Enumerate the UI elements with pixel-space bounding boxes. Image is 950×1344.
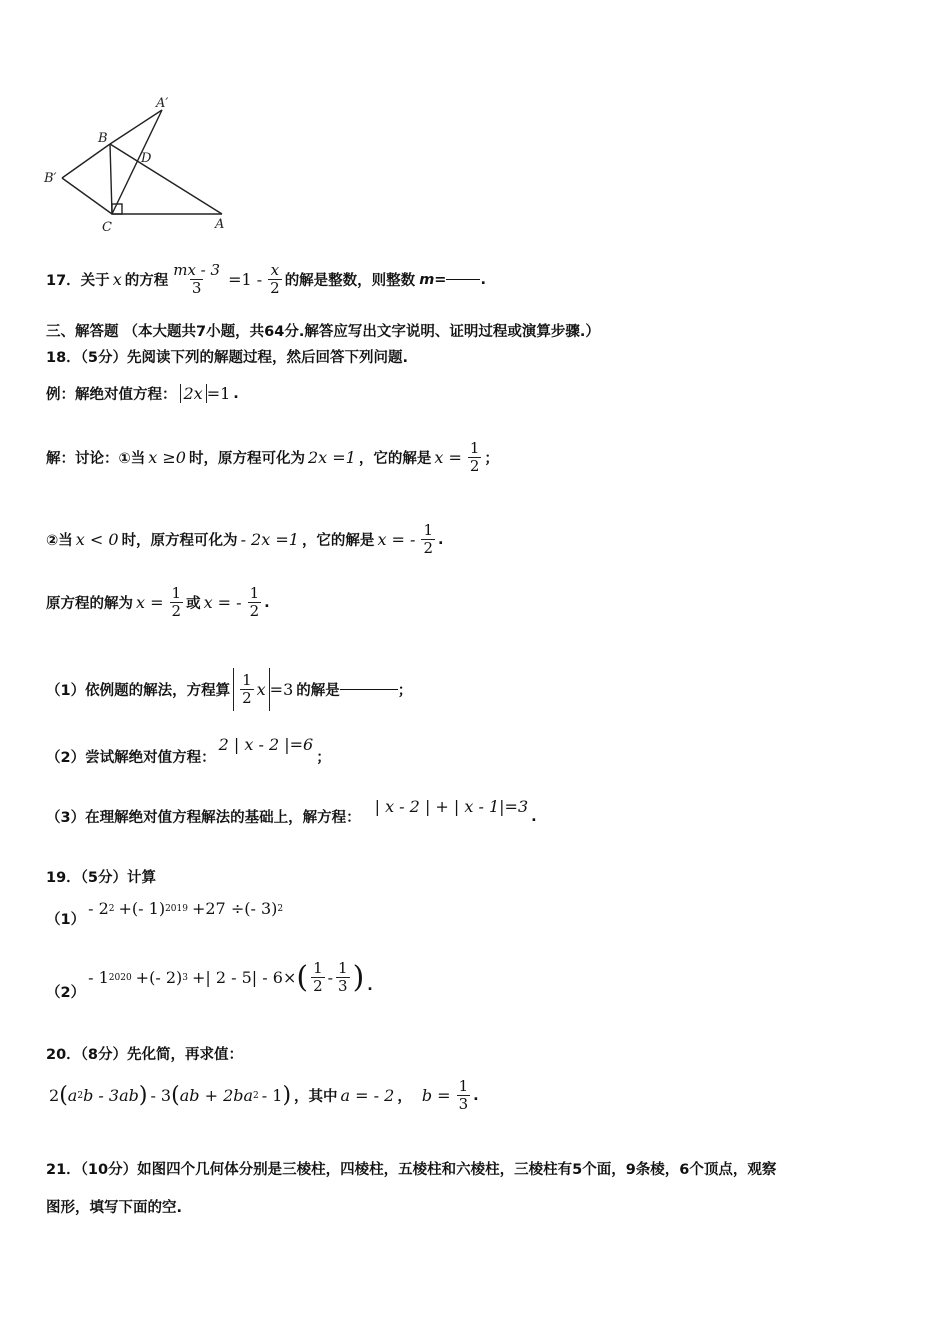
fraction: $\frac{x}{2}$ xyxy=(270,261,280,297)
question-18-part-2: （2）尝试解绝对值方程： 2 | x - 2 |=6 ； xyxy=(46,735,331,766)
question-18-solution-3: 原方程的解为 x = $\frac{1}{2}$ 或 x = - $\frac{1}{2}$ . xyxy=(46,584,270,620)
question-18-solution-1: 解：讨论：①当 x ≥0 时，原方程可化为 2x =1 ，它的解是 x = $\frac{1}{2}$ ； xyxy=(46,439,499,475)
question-18-example: 例：解绝对值方程： 2x =1 . xyxy=(46,384,239,403)
label-a: A xyxy=(215,217,225,232)
question-20-expression: 2 ( a 2 b - 3ab ) - 3 ( ab + 2ba 2 - 1 ) ，其中 a = - 2 ， b = $\frac{1}{3}$ . xyxy=(49,1077,479,1113)
fraction: $\frac{1}{3}$ xyxy=(458,1077,469,1113)
fraction: $\frac{1}{2}$ xyxy=(423,521,433,557)
label-b-prime: B′ xyxy=(44,171,57,186)
question-21-line-1: 21．（10分）如图四个几何体分别是三棱柱，四棱柱，五棱柱和六棱柱，三棱柱有5个面，9条棱，6个顶点，观察 xyxy=(46,1162,777,1178)
question-21-line-2: 图形，填写下面的空. xyxy=(46,1200,183,1216)
fraction: $\frac{1}{2}$ xyxy=(249,584,260,620)
question-18-part-3: （3）在理解绝对值方程解法的基础上，解方程： | x - 2 | + | x - 1|=3 . xyxy=(46,797,537,826)
answer-blank[interactable] xyxy=(446,279,480,280)
question-18-part-1: （1）依例题的解法，方程算 $\frac{1}{2}$ x =3 的解是 ； xyxy=(46,668,412,711)
fraction: $\frac{mx - 3}{3}$ xyxy=(173,261,221,297)
question-20-title: 20．（8分）先化简，再求值： xyxy=(46,1047,244,1063)
answer-blank[interactable] xyxy=(340,689,398,690)
section-title: 三、解答题 （本大题共7小题，共64分.解答应写出文字说明、证明过程或演算步骤.） xyxy=(46,324,600,340)
label-a-prime: A′ xyxy=(156,96,169,111)
triangle-figure xyxy=(40,92,240,240)
label-b: B xyxy=(98,131,108,146)
fraction: $\frac{1}{2}$ xyxy=(469,439,480,475)
question-17: 17．关于 x 的方程 $\frac{mx - 3}{3}$ =1 - $\frac{x}{2}$ 的解是整数，则整数 m = . xyxy=(46,261,486,297)
question-18-intro: 18．（5分）先阅读下列的解题过程，然后回答下列问题. xyxy=(46,350,409,366)
question-19-part-2: （2） - 1 2020 +(- 2) 3 +| 2 - 5| - 6× ( $\frac{1}{2}$ - $\frac{1}{3}$ ) . xyxy=(46,959,373,1001)
fraction: $\frac{1}{2}$ xyxy=(171,584,182,620)
label-d: D xyxy=(141,151,152,166)
label-c: C xyxy=(102,220,112,235)
question-19-title: 19．（5分）计算 xyxy=(46,870,157,886)
question-18-solution-2: ②当 x < 0 时，原方程可化为 - 2x =1 ，它的解是 x = - $\frac{1}{2}$ . xyxy=(46,521,444,557)
question-19-part-1: （1） - 2 2 +(- 1) 2019 +27 ÷(- 3) 2 xyxy=(46,899,284,928)
